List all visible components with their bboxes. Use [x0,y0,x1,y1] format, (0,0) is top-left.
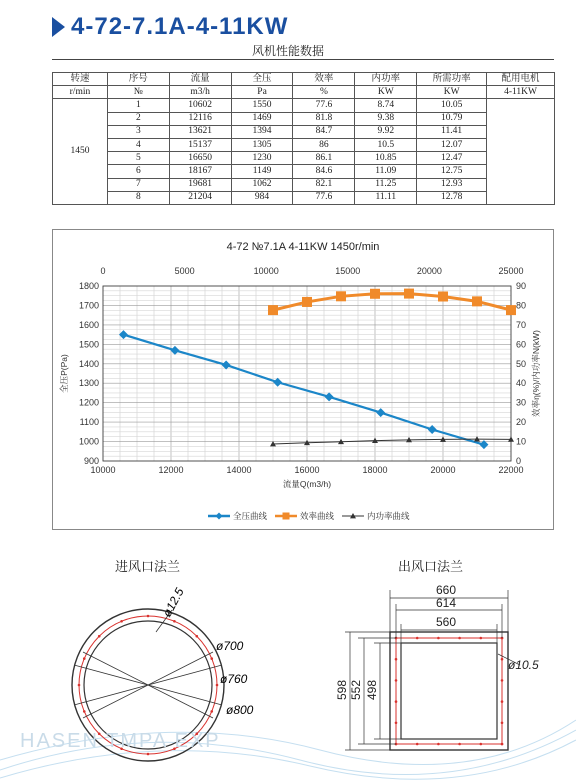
legend-label: 效率曲线 [300,511,335,521]
inlet-flange-title: 进风口法兰 [115,559,181,574]
left-y-axis-label: 全压P(Pa) [59,354,69,393]
table-unit-cell: % [293,86,355,99]
table-cell: 19681 [169,178,231,191]
table-cell: 10.05 [417,99,487,112]
table-row [53,125,555,138]
table-cell: 12.47 [417,152,487,165]
right-y-axis-label: 效率η(%)/内功率N(kW) [531,330,541,417]
table-cell: 11.11 [355,191,417,204]
left-y-tick-label: 1200 [78,397,99,408]
inlet-outer-dim: ø800 [226,703,254,717]
table-cell: 10.5 [355,138,417,151]
chart-frame [52,229,554,530]
x-tick-label: 16000 [294,465,320,475]
table-row [53,178,555,191]
table-cell: 1469 [231,112,293,125]
table-cell: 984 [231,191,293,204]
table-cell: 12.07 [417,138,487,151]
bolt-hole [98,635,101,638]
data-point-series-2 [370,289,380,299]
x-axis-label: 流量Q(m3/h) [282,479,332,489]
bolt-hole [120,620,123,623]
table-cell: 21204 [169,191,231,204]
table-cell: 82.1 [293,178,355,191]
table-cell: 6 [107,165,169,178]
table-unit-cell: Pa [231,86,293,99]
outlet-inner-height-dim: 498 [365,679,379,700]
table-row [53,99,555,112]
left-y-tick-label: 1400 [78,358,99,369]
table-unit-cell: KW [417,86,487,99]
performance-chart [53,230,553,529]
outlet-flange-title: 出风口法兰 [398,559,464,574]
right-y-tick-label: 0 [516,456,522,466]
table-cell: 8 [107,191,169,204]
table-cell: 1394 [231,125,293,138]
table-cell: 1149 [231,165,293,178]
bolt-hole [501,658,504,661]
bolt-hole [501,700,504,703]
data-point-series-2 [404,289,414,299]
right-y-tick-label: 50 [516,358,527,369]
inlet-bolt-dim: ø12.5 [159,585,187,620]
top-x-tick-label: 20000 [416,266,442,276]
bolt-hole [437,637,440,640]
table-cell: 4 [107,138,169,151]
x-tick-label: 14000 [226,465,252,475]
top-x-tick-label: 10000 [253,266,279,276]
data-point-series-2 [472,296,482,306]
left-y-tick-label: 1600 [78,319,99,330]
right-y-tick-label: 60 [516,339,527,350]
table-row [53,138,555,151]
table-header-cell: 所需功率 [417,73,487,86]
outlet-flange-drawing [345,590,520,750]
outlet-outer-height-dim: 598 [335,679,349,700]
table-cell: 11.09 [355,165,417,178]
table-row [53,165,555,178]
bolt-hole [147,753,150,756]
right-y-tick-label: 10 [516,436,527,447]
table-cell: 12.78 [417,191,487,204]
bolt-hole [501,743,504,746]
x-tick-label: 20000 [430,465,456,475]
bolt-hole [83,710,86,713]
bolt-hole [416,637,419,640]
watermark-text: HASEN TMPA EXP [20,730,221,752]
legend-label: 内功率曲线 [367,511,410,521]
top-x-tick-label: 0 [100,266,106,276]
left-y-tick-label: 1300 [78,378,99,389]
table-unit-cell: r/min [53,86,108,99]
x-tick-label: 22000 [498,465,524,475]
left-y-tick-label: 1700 [78,300,99,311]
table-row [53,112,555,125]
outlet-outer-width-dim: 660 [436,583,457,597]
top-x-tick-label: 25000 [498,266,524,276]
table-header-cell: 效率 [293,73,355,86]
inlet-bolt-circle-dim: ø760 [220,672,248,686]
page-title [52,12,288,42]
bolt-hole [480,743,483,746]
table-header-cell: 转速 [53,73,108,86]
bolt-hole [501,679,504,682]
top-x-tick-label: 5000 [174,266,195,276]
table-cell: 86 [293,138,355,151]
top-x-tick-label: 15000 [335,266,361,276]
table-cell: 11.25 [355,178,417,191]
table-cell: 1550 [231,99,293,112]
data-point-series-2 [506,305,516,315]
table-unit-row [53,86,555,99]
x-tick-label: 18000 [362,465,388,475]
table-cell: 12116 [169,112,231,125]
table-header-cell: 序号 [107,73,169,86]
data-point-series-1 [222,360,231,369]
left-y-tick-label: 1100 [79,417,99,428]
performance-table [52,72,555,205]
table-cell: 15137 [169,138,231,151]
legend-marker [283,513,290,520]
table-cell: 12.93 [417,178,487,191]
table-cell: 1230 [231,152,293,165]
table-header-cell: 内功率 [355,73,417,86]
table-unit-cell: m3/h [169,86,231,99]
bolt-hole [210,710,213,713]
chart-title: 4-72 №7.1A 4-11KW 1450r/min [226,241,380,253]
table-unit-cell: 4-11KW [487,86,555,99]
table-cell: 9.92 [355,125,417,138]
table-cell: 10602 [169,99,231,112]
triangle-bullet-icon [52,17,65,37]
right-y-tick-label: 80 [516,300,527,311]
outlet-bolt-width-dim: 614 [436,596,457,610]
table-cell: 81.8 [293,112,355,125]
right-y-tick-label: 90 [516,281,527,291]
table-cell: 77.6 [293,99,355,112]
data-point-series-1 [170,346,179,355]
table-header-cell: 全压 [231,73,293,86]
legend-label: 全压曲线 [233,511,268,521]
table-row [53,152,555,165]
data-point-series-2 [336,291,346,301]
left-y-tick-label: 1500 [78,339,99,350]
x-tick-label: 10000 [90,465,116,475]
bolt-hole [458,637,461,640]
table-header-cell: 流量 [169,73,231,86]
left-y-tick-label: 900 [83,456,99,466]
bolt-hole [395,700,398,703]
bolt-hole [395,722,398,725]
x-tick-label: 12000 [158,465,184,475]
table-cell: 11.41 [417,125,487,138]
divider [52,59,554,60]
table-cell: 84.7 [293,125,355,138]
table-cell: 84.6 [293,165,355,178]
legend-marker [216,513,223,520]
speed-cell: 1450 [53,99,108,205]
outlet-bolt-dim: ø10.5 [508,658,539,672]
bolt-hole [147,615,150,618]
outlet-inner-width-dim: 560 [436,615,457,629]
left-y-tick-label: 1800 [78,281,99,291]
table-cell: 13621 [169,125,231,138]
data-point-series-1 [273,378,282,387]
bolt-hole [501,722,504,725]
table-cell: 7 [107,178,169,191]
bolt-hole [437,743,440,746]
table-cell: 5 [107,152,169,165]
outlet-bolt-height-dim: 552 [349,679,363,700]
right-y-tick-label: 30 [516,397,527,408]
table-subtitle: 风机性能数据 [251,44,324,58]
inlet-inner-dim: ø700 [216,639,244,653]
table-row [53,191,555,204]
watermark-logo [20,730,221,753]
table-cell: 1305 [231,138,293,151]
right-y-tick-label: 20 [516,417,527,428]
table-header-row [53,73,555,86]
table-cell: 12.75 [417,165,487,178]
bolt-hole [395,679,398,682]
table-cell: 18167 [169,165,231,178]
data-point-series-1 [325,392,334,401]
data-point-series-2 [302,297,312,307]
bolt-hole [416,743,419,746]
table-cell: 77.6 [293,191,355,204]
table-unit-cell: № [107,86,169,99]
right-y-tick-label: 70 [516,319,527,330]
bolt-hole [210,657,213,660]
bolt-hole [173,620,176,623]
left-y-tick-label: 1000 [78,436,99,447]
table-header-cell: 配用电机 [487,73,555,86]
table-cell: 10.85 [355,152,417,165]
table-cell: 9.38 [355,112,417,125]
right-y-tick-label: 40 [516,378,527,389]
data-point-series-2 [268,305,278,315]
data-point-series-1 [376,408,385,417]
bolt-hole [458,743,461,746]
bolt-hole [216,684,219,687]
table-cell: 10.79 [417,112,487,125]
data-point-series-2 [438,292,448,302]
bolt-hole [395,658,398,661]
bolt-hole [480,637,483,640]
motor-cell [487,99,555,205]
model-title: 4-72-7.1A-4-11KW [71,13,289,40]
table-cell: 2 [107,112,169,125]
bolt-hole [83,657,86,660]
table-cell: 1062 [231,178,293,191]
table-unit-cell: KW [355,86,417,99]
table-cell: 86.1 [293,152,355,165]
table-cell: 3 [107,125,169,138]
data-point-series-1 [119,330,128,339]
data-point-series-1 [428,425,437,434]
table-cell: 1 [107,99,169,112]
bolt-hole [195,635,198,638]
table-cell: 16650 [169,152,231,165]
bolt-hole [78,684,81,687]
table-cell: 8.74 [355,99,417,112]
